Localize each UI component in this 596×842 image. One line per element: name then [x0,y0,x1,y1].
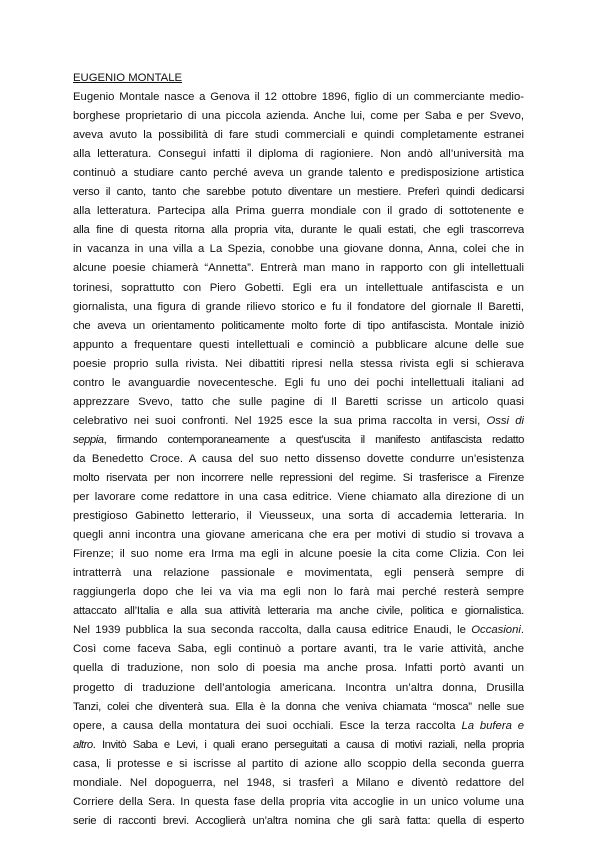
text-line: continuò a studiare canto perché aveva un grande talento e predisposizione artistica [73,167,524,180]
text-line [73,736,524,755]
text-line: alcune poesie chiamerà “Annetta”. Entrerà man mano in rapporto con gli intellettuali [73,262,524,275]
line-text: , firmando contemporaneamente a quest’uscita il manifesto antifascista redatto [103,433,524,446]
line-text: . [520,624,524,637]
italic-title-occasioni: Occasioni [471,624,521,637]
text-line: verso il canto, tanto che sarebbe potuto diventare un mestiere. Preferì quindi dedicarsi [73,186,524,199]
text-line: alla letteratura. Conseguì infatti il diploma di ragioniere. Non andò all’università ma [73,148,524,161]
text-line: torinesi, soprattutto con Piero Gobetti. Egli era un intellettuale antifascista e un [73,281,524,294]
text-line [73,621,524,640]
italic-title-seppia: seppia [73,433,104,446]
text-line: attaccato all’Italia e alla sua attività letteraria ma anche civile, politica e giornalistica. [73,605,524,618]
line-text: opere, a causa della montatura dei suoi occhiali. Esce la terza raccolta [73,719,456,732]
text-line: Firenze; il suo nome era Irma ma egli in alcune poesie la cita come Clizia. Con lei [73,548,524,561]
text-line: molto riservata per non incorrere nelle repressioni del regime. Si trasferisce a Firenze [73,471,524,484]
text-line: apprezzare Svevo, tatto che sulle pagine di Il Baretti scrisse un articolo quasi [73,395,524,408]
text-line: quella di traduzione, non solo di poesia ma anche prosa. Infatti portò avanti un [73,662,524,675]
text-line [73,431,524,450]
text-line: da Benedetto Croce. A causa del suo netto dissenso dovette condurre un’esistenza [73,452,524,465]
text-line: Corriere della Sera. In questa fase della propria vita accoglie in un unico volume una [73,795,524,808]
text-line: alla fine di questa ritorna alla propria vita, durante le quali estati, che egli trascorreva [73,224,524,237]
text-line: appunto a frequentare questi intellettuali e cominciò a pubblicare alcune delle sue [73,338,524,351]
text-line: per lavorare come redattore in una casa editrice. Viene chiamato alla direzione di un [73,491,524,504]
text-line: Così come faceva Saba, egli continuò a portare avanti, tra le varie attività, anche [73,643,524,656]
italic-title-bufera: La bufera e [461,719,524,732]
text-line: borghese proprietario di una piccola azienda. Anche lui, come per Saba e per Svevo, [73,110,524,123]
text-line: in vacanza in una villa a La Spezia, conobbe una giovane donna, Anna, colei che in [73,243,524,256]
text-line: Tanzi, colei che diventerà sua. Ella è la donna che veniva chiamata “mosca” nelle sue [73,700,524,713]
line-text: Nel 1939 pubblica la sua seconda raccolta, dalla causa editrice Enaudi, le [73,624,466,637]
text-line: casa, li protesse e si iscrisse al partito di azione allo scoppio della seconda guerra [73,757,524,770]
text-line: aveva avuto la possibilità di fare studi commerciali e quindi completamente estranei [73,129,524,142]
text-line: poesie proprio sulla rivista. Nei dibattiti ripresi nella stessa rivista egli si schierava [73,357,524,370]
text-line: Eugenio Montale nasce a Genova il 12 ottobre 1896, figlio di un commerciante medio- [73,91,524,104]
text-line: progetto di traduzione dell’antologia americana. Incontra un’altra donna, Drusilla [73,681,524,694]
text-line [73,717,524,736]
text-line: contro le avanguardie novecentesche. Egli fu uno dei pochi intellettuali italiani ad [73,376,524,389]
document-title: EUGENIO MONTALE [73,72,183,84]
text-line: mondiale. Nel dopoguerra, nel 1948, si trasferì a Milano e diventò redattore del [73,776,524,789]
text-line: quegli anni incontra una giovane americana che era per motivi di studio si trovava a [73,529,524,542]
text-line: che aveva un orientamento politicamente molto forte di tipo antifascista. Montale iniziò [73,319,524,332]
text-line: giornalista, una figura di grande rilievo storico e fu il fondatore del giornale Il Baretti, [73,300,524,313]
text-line [73,412,524,431]
text-line: intratterrà una relazione passionale e movimentata, egli penserà sempre di [73,567,524,580]
text-line: alla letteratura. Partecipa alla Prima guerra mondiale con il grado di sottotenente e [73,205,524,218]
text-line: serie di racconti brevi. Accoglierà un’altra nomina che gli sarà fatta: quella di esperto [73,814,524,827]
text-line: prestigioso Gabinetto letterario, il Vieusseux, una sorta di accademia letteraria. In [73,510,524,523]
italic-title-altro: altro [73,738,93,751]
text-line: raggiungerla dopo che lei va via ma egli non lo farà mai perché resterà sempre [73,586,524,599]
italic-title-ossi: Ossi di [486,414,524,427]
line-text: . Invitò Saba e Levi, i quali erano perseguitati a causa di motivi raziali, nella propria [92,738,524,751]
line-text: celebrativo nei suoi confronti. Nel 1925 esce la sua prima raccolta in versi, [73,414,481,427]
document-body [73,69,524,831]
